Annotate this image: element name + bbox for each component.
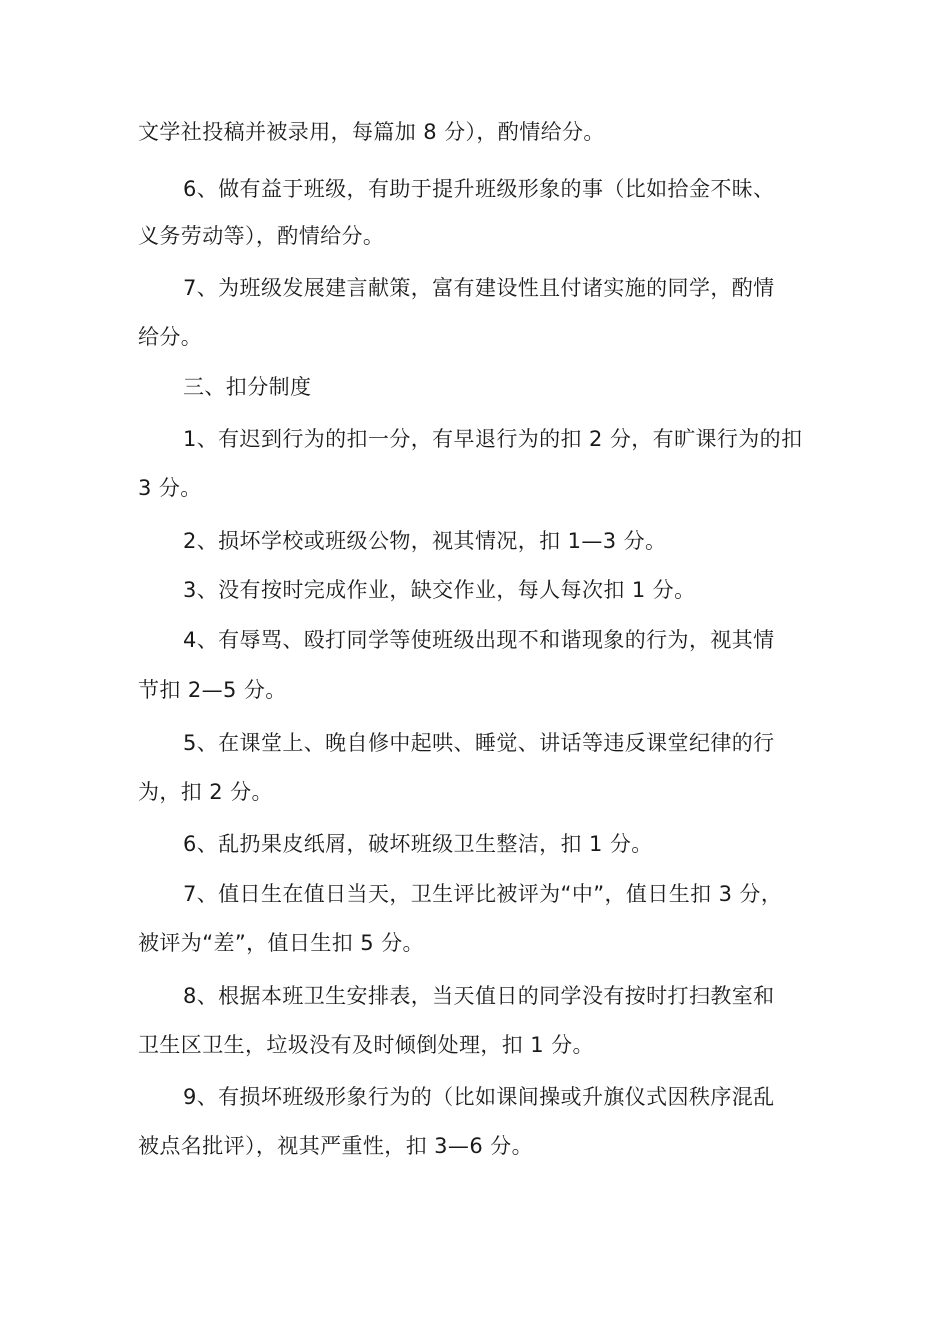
text-line: 7、为班级发展建言献策，富有建设性且付诸实施的同学，酌情	[183, 276, 775, 300]
text-line: 8、根据本班卫生安排表，当天值日的同学没有按时打扫教室和	[183, 984, 775, 1008]
text-line: 卫生区卫生，垃圾没有及时倾倒处理，扣 1 分。	[138, 1033, 594, 1057]
text-line: 义务劳动等），酌情给分。	[138, 224, 385, 248]
text-line: 3、没有按时完成作业，缺交作业，每人每次扣 1 分。	[183, 578, 696, 602]
section-heading: 三、扣分制度	[183, 375, 312, 399]
text-line: 6、乱扔果皮纸屑，破坏班级卫生整洁，扣 1 分。	[183, 832, 653, 856]
text-line: 节扣 2—5 分。	[138, 678, 287, 702]
text-line: 2、损坏学校或班级公物，视其情况，扣 1—3 分。	[183, 529, 667, 553]
text-line: 6、做有益于班级，有助于提升班级形象的事（比如拾金不昧、	[183, 177, 775, 201]
text-line: 3 分。	[138, 476, 202, 500]
text-line: 9、有损坏班级形象行为的（比如课间操或升旗仪式因秩序混乱	[183, 1085, 775, 1109]
text-line: 给分。	[138, 325, 203, 349]
text-line: 被点名批评），视其严重性，扣 3—6 分。	[138, 1134, 533, 1158]
text-line: 文学社投稿并被录用，每篇加 8 分），酌情给分。	[138, 120, 605, 144]
text-line: 4、有辱骂、殴打同学等使班级出现不和谐现象的行为，视其情	[183, 628, 775, 652]
text-line: 为，扣 2 分。	[138, 780, 273, 804]
text-line: 5、在课堂上、晚自修中起哄、睡觉、讲话等违反课堂纪律的行	[183, 731, 775, 755]
text-line: 1、有迟到行为的扣一分，有早退行为的扣 2 分，有旷课行为的扣	[183, 427, 803, 451]
text-line: 被评为“差”，值日生扣 5 分。	[138, 931, 424, 955]
text-line: 7、值日生在值日当天，卫生评比被评为“中”，值日生扣 3 分，	[183, 882, 783, 906]
